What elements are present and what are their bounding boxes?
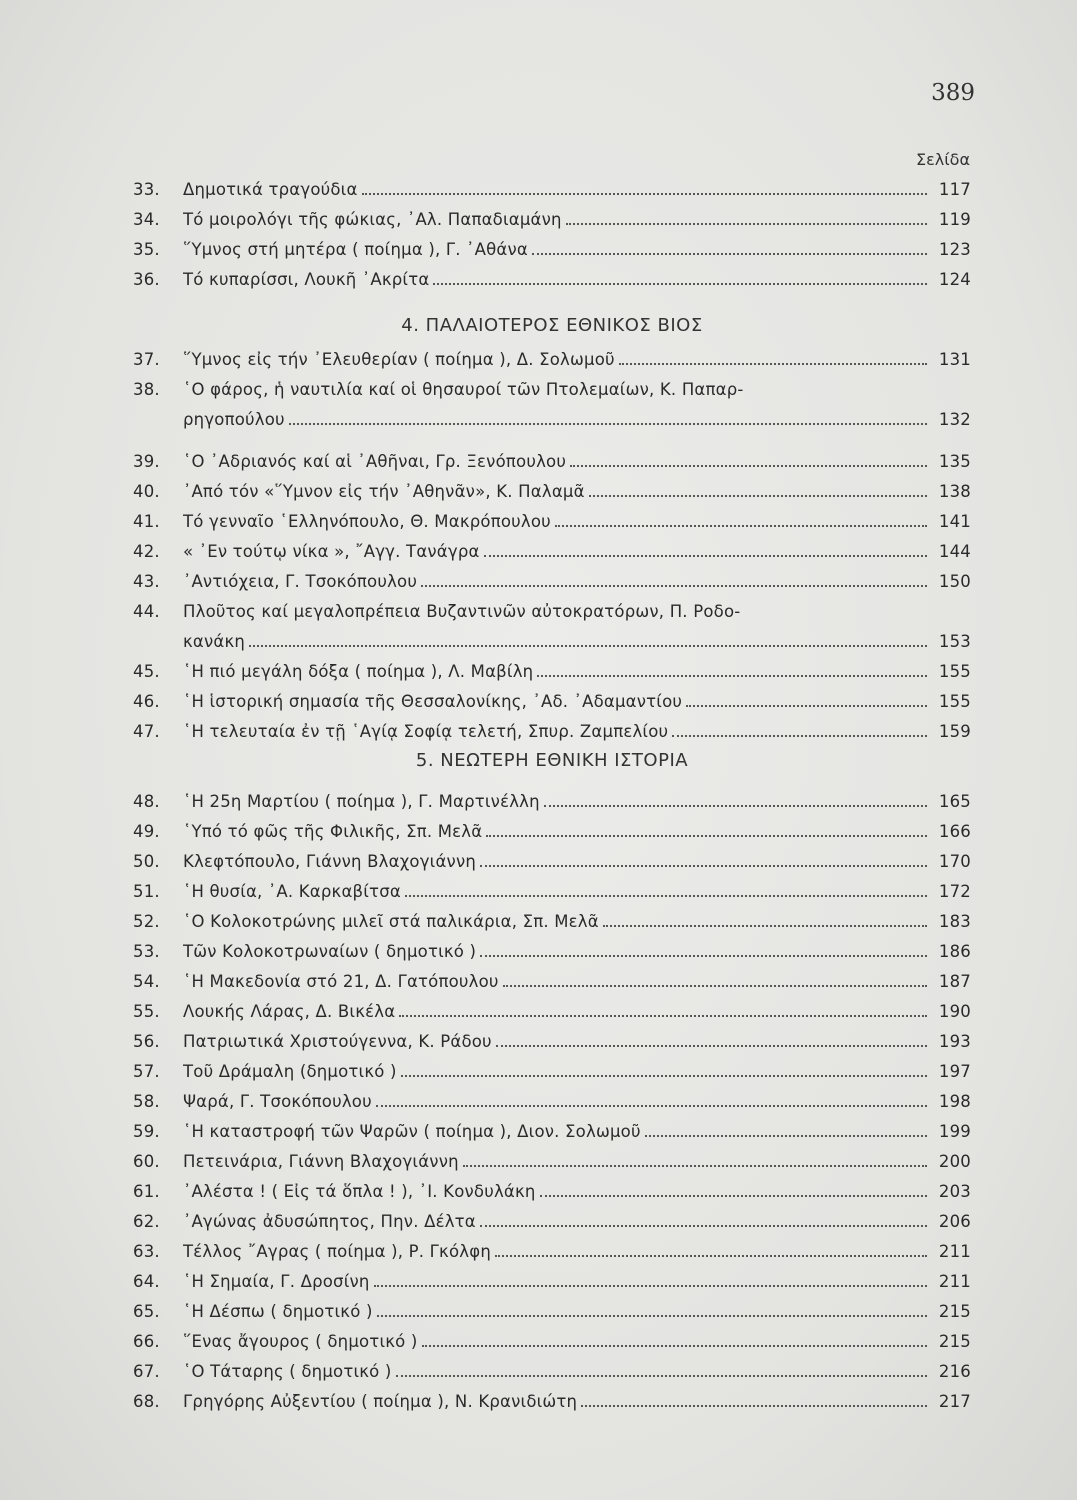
toc-entry	[133, 842, 971, 871]
entry-title: ᾿Από τόν «῞Υμνον εἰς τήν ᾿Αθηνᾶν», Κ. Παλαμᾶ	[183, 482, 585, 501]
entry-title: ᾿Αγώνας ἀδυσώπητος, Πην. Δέλτα	[183, 1212, 476, 1231]
entry-page: 198	[938, 1092, 971, 1111]
entry-page: 165	[938, 792, 971, 811]
toc-entry	[133, 532, 971, 561]
entry-number: 44.	[133, 602, 160, 621]
page-number: 389	[931, 80, 975, 106]
entry-page: 206	[938, 1212, 971, 1231]
toc-entry	[133, 1202, 971, 1231]
toc-entry	[133, 1112, 971, 1141]
leader-dots	[421, 584, 927, 587]
entry-page: 150	[938, 572, 971, 591]
toc-entry	[133, 472, 971, 501]
entry-title: Πετεινάρια, Γιάννη Βλαχογιάννη	[183, 1152, 459, 1171]
toc-entry	[133, 592, 971, 621]
entry-number: 65.	[133, 1302, 160, 1321]
leader-dots	[503, 984, 927, 987]
entry-number: 35.	[133, 240, 160, 259]
entry-page: 199	[938, 1122, 971, 1141]
entry-title: « ᾿Εν τούτῳ νίκα », ῎Αγγ. Τανάγρα	[183, 542, 480, 561]
entry-number: 67.	[133, 1362, 160, 1381]
entry-page: 187	[938, 972, 971, 991]
entry-page: 197	[938, 1062, 971, 1081]
entry-title: ῾Η θυσία, ᾿Α. Καρκαβίτσα	[183, 882, 401, 901]
entry-title: Λουκής Λάρας, Δ. Βικέλα	[183, 1002, 396, 1021]
page-column-label: Σελίδα	[916, 150, 970, 169]
entry-page: 144	[938, 542, 971, 561]
leader-dots	[645, 1134, 927, 1137]
entry-page: 166	[938, 822, 971, 841]
entry-page: 124	[938, 270, 971, 289]
toc-entry	[133, 932, 971, 961]
entry-title: Τῶν Κολοκοτρωναίων ( δημοτικό )	[183, 942, 477, 961]
entry-title: Πλοῦτος καί μεγαλοπρέπεια Βυζαντινῶν αὐτοκρατόρων, Π. Ροδο-	[183, 602, 741, 621]
entry-title: ῾Η πιό μεγάλη δόξα ( ποίημα ), Λ. Μαβίλη	[183, 662, 534, 681]
toc-entry	[133, 1082, 971, 1111]
entry-number: 48.	[133, 792, 160, 811]
entry-page: 211	[938, 1272, 971, 1291]
entry-number: 64.	[133, 1272, 160, 1291]
entry-title: ᾿Αντιόχεια, Γ. Τσοκόπουλου	[183, 572, 418, 591]
toc-entry	[133, 1352, 971, 1381]
entry-title: ῾Ο φάρος, ἡ ναυτιλία καί οἱ θησαυροί τῶν Πτολεμαίων, Κ. Παπαρ-	[183, 380, 744, 399]
entry-number: 47.	[133, 722, 160, 741]
leader-dots	[589, 494, 927, 497]
toc-entry	[133, 340, 971, 369]
leader-dots	[480, 1224, 927, 1227]
toc-entry	[133, 1052, 971, 1081]
entry-number: 63.	[133, 1242, 160, 1261]
entry-number: 59.	[133, 1122, 160, 1141]
leader-dots	[532, 252, 927, 255]
entry-number: 61.	[133, 1182, 160, 1201]
toc-entry	[133, 812, 971, 841]
entry-title: ῾Η Μακεδονία στό 21, Δ. Γατόπουλου	[183, 972, 499, 991]
entry-number: 43.	[133, 572, 160, 591]
entry-number: 56.	[133, 1032, 160, 1051]
entry-page: 153	[938, 632, 971, 651]
entry-title: Κλεφτόπουλο, Γιάννη Βλαχογιάννη	[183, 852, 477, 871]
entry-title: ῞Υμνος εἰς τήν ᾿Ελευθερίαν ( ποίημα ), Δ. Σολωμοῦ	[183, 350, 615, 369]
leader-dots	[289, 422, 927, 425]
entry-number: 57.	[133, 1062, 160, 1081]
leader-dots	[249, 644, 927, 647]
leader-dots	[540, 1194, 927, 1197]
leader-dots	[496, 1044, 927, 1047]
leader-dots	[480, 954, 927, 957]
entry-title: ῾Ο Τάταρης ( δημοτικό )	[183, 1362, 392, 1381]
entry-page: 215	[938, 1332, 971, 1351]
leader-dots	[566, 222, 927, 225]
entry-number: 68.	[133, 1392, 160, 1411]
entry-number: 40.	[133, 482, 160, 501]
toc-entry	[133, 442, 971, 471]
leader-dots	[433, 282, 927, 285]
toc-entry	[133, 1172, 971, 1201]
entry-title-continuation: κανάκη	[183, 632, 246, 651]
entry-title: ῞Υμνος στή μητέρα ( ποίημα ), Γ. ᾿Αθάνα	[183, 240, 528, 259]
entry-title: ῾Ο ᾿Αδριανός καί αἱ ᾿Αθῆναι, Γρ. Ξενόπουλου	[183, 452, 567, 471]
entry-title: Τό γενναῖο ῾Ελληνόπουλο, Θ. Μακρόπουλου	[183, 512, 551, 531]
toc-entry	[133, 902, 971, 931]
entry-number: 54.	[133, 972, 160, 991]
entry-title: ῾Η Δέσπω ( δημοτικό )	[183, 1302, 373, 1321]
toc-entry	[133, 652, 971, 681]
leader-dots	[544, 804, 927, 807]
toc-entry	[133, 562, 971, 591]
toc-entry	[133, 1142, 971, 1171]
leader-dots	[422, 1344, 927, 1347]
entry-number: 51.	[133, 882, 160, 901]
toc-entry	[133, 1322, 971, 1351]
section-heading: 4. ΠΑΛΑΙΟΤΕΡΟΣ ΕΘΝΙΚΟΣ ΒΙΟΣ	[401, 315, 703, 336]
toc-entry	[133, 1292, 971, 1321]
entry-number: 50.	[133, 852, 160, 871]
leader-dots	[603, 924, 927, 927]
entry-page: 217	[938, 1392, 971, 1411]
entry-title: ῞Ενας ἄγουρος ( δημοτικό )	[183, 1332, 418, 1351]
leader-dots	[362, 192, 927, 195]
entry-page: 138	[938, 482, 971, 501]
toc-entry	[133, 170, 971, 199]
entry-page: 123	[938, 240, 971, 259]
entry-page: 155	[938, 662, 971, 681]
entry-number: 55.	[133, 1002, 160, 1021]
entry-page: 131	[938, 350, 971, 369]
toc-entry	[133, 1382, 971, 1411]
entry-number: 52.	[133, 912, 160, 931]
entry-page: 215	[938, 1302, 971, 1321]
toc-entry	[133, 1022, 971, 1051]
entry-page: 172	[938, 882, 971, 901]
entry-page: 141	[938, 512, 971, 531]
toc-entry	[133, 712, 971, 741]
leader-dots	[399, 1014, 927, 1017]
entry-title: ῾Ο Κολοκοτρώνης μιλεῖ στά παλικάρια, Σπ. Μελᾶ	[183, 912, 599, 931]
entry-title: ᾿Αλέστα ! ( Εἰς τά ὅπλα ! ), ᾿Ι. Κονδυλάκη	[183, 1182, 536, 1201]
entry-title: Τοῦ Δράμαλη (δημοτικό )	[183, 1062, 397, 1081]
entry-number: 49.	[133, 822, 160, 841]
entry-title: ῾Η καταστροφή τῶν Ψαρῶν ( ποίημα ), Διον. Σολωμοῦ	[183, 1122, 641, 1141]
entry-title-continuation: ρηγοπούλου	[183, 410, 285, 429]
entry-page: 135	[938, 452, 971, 471]
leader-dots	[486, 834, 927, 837]
entry-page: 155	[938, 692, 971, 711]
entry-page: 119	[938, 210, 971, 229]
leader-dots	[555, 524, 927, 527]
entry-number: 38.	[133, 380, 160, 399]
leader-dots	[484, 554, 927, 557]
entry-title: Δημοτικά τραγούδια	[183, 180, 358, 199]
entry-page: 216	[938, 1362, 971, 1381]
leader-dots	[377, 1314, 927, 1317]
entry-number: 41.	[133, 512, 160, 531]
leader-dots	[570, 464, 927, 467]
entry-number: 62.	[133, 1212, 160, 1231]
entry-number: 37.	[133, 350, 160, 369]
toc-entry	[133, 200, 971, 229]
entry-page: 183	[938, 912, 971, 931]
toc-entry	[133, 872, 971, 901]
toc-entry	[133, 260, 971, 289]
toc-entry	[133, 230, 971, 259]
leader-dots	[495, 1254, 927, 1257]
entry-title: ῾Η Σημαία, Γ. Δροσίνη	[183, 1272, 370, 1291]
toc-entry	[133, 1232, 971, 1261]
entry-number: 42.	[133, 542, 160, 561]
leader-dots	[374, 1284, 927, 1287]
entry-title: ῾Η 25η Μαρτίου ( ποίημα ), Γ. Μαρτινέλλη	[183, 792, 540, 811]
entry-page: 200	[938, 1152, 971, 1171]
entry-page: 203	[938, 1182, 971, 1201]
leader-dots	[619, 362, 927, 365]
leader-dots	[463, 1164, 927, 1167]
entry-number: 53.	[133, 942, 160, 961]
entry-page: 159	[938, 722, 971, 741]
leader-dots	[537, 674, 927, 677]
entry-number: 60.	[133, 1152, 160, 1171]
entry-title: ῾Υπό τό φῶς τῆς Φιλικῆς, Σπ. Μελᾶ	[183, 822, 483, 841]
entry-title: Τό κυπαρίσσι, Λουκῆ ᾿Ακρίτα	[183, 270, 430, 289]
entry-title: ῾Η τελευταία ἐν τῇ ῾Αγίᾳ Σοφίᾳ τελετή, Σπυρ. Ζαμπελίου	[183, 722, 669, 741]
entry-number: 33.	[133, 180, 160, 199]
entry-title: Τό μοιρολόγι τῆς φώκιας, ᾿Αλ. Παπαδιαμάνη	[183, 210, 562, 229]
entry-title: Τέλλος ῎Αγρας ( ποίημα ), Ρ. Γκόλφη	[183, 1242, 491, 1261]
leader-dots	[376, 1104, 927, 1107]
entry-title: Πατριωτικά Χριστούγεννα, Κ. Ράδου	[183, 1032, 492, 1051]
entry-title: ῾Η ἱστορική σημασία τῆς Θεσσαλονίκης, ᾿Αδ. ᾿Αδαμαντίου	[183, 692, 683, 711]
toc-entry-continuation	[183, 400, 971, 429]
entry-page: 117	[938, 180, 971, 199]
toc-entry	[133, 1262, 971, 1291]
leader-dots	[396, 1374, 927, 1377]
toc-entry	[133, 370, 971, 399]
toc-entry	[133, 682, 971, 711]
toc-entry	[133, 502, 971, 531]
toc-entry	[133, 962, 971, 991]
entry-number: 45.	[133, 662, 160, 681]
toc-entry-continuation	[183, 622, 971, 651]
entry-number: 39.	[133, 452, 160, 471]
entry-number: 58.	[133, 1092, 160, 1111]
entry-page: 193	[938, 1032, 971, 1051]
entry-page: 132	[938, 410, 971, 429]
entry-title: Γρηγόρης Αὐξεντίου ( ποίημα ), Ν. Κρανιδιώτη	[183, 1392, 578, 1411]
entry-number: 46.	[133, 692, 160, 711]
toc-entry	[133, 782, 971, 811]
entry-title: Ψαρά, Γ. Τσοκόπουλου	[183, 1092, 372, 1111]
entry-page: 170	[938, 852, 971, 871]
leader-dots	[405, 894, 927, 897]
entry-page: 190	[938, 1002, 971, 1021]
leader-dots	[672, 734, 927, 737]
leader-dots	[401, 1074, 927, 1077]
leader-dots	[686, 704, 927, 707]
entry-page: 186	[938, 942, 971, 961]
entry-number: 66.	[133, 1332, 160, 1351]
leader-dots	[480, 864, 927, 867]
section-heading: 5. ΝΕΩΤΕΡΗ ΕΘΝΙΚΗ ΙΣΤΟΡΙΑ	[415, 750, 689, 771]
toc-entry	[133, 992, 971, 1021]
entry-number: 36.	[133, 270, 160, 289]
leader-dots	[581, 1404, 927, 1407]
entry-number: 34.	[133, 210, 160, 229]
entry-page: 211	[938, 1242, 971, 1261]
